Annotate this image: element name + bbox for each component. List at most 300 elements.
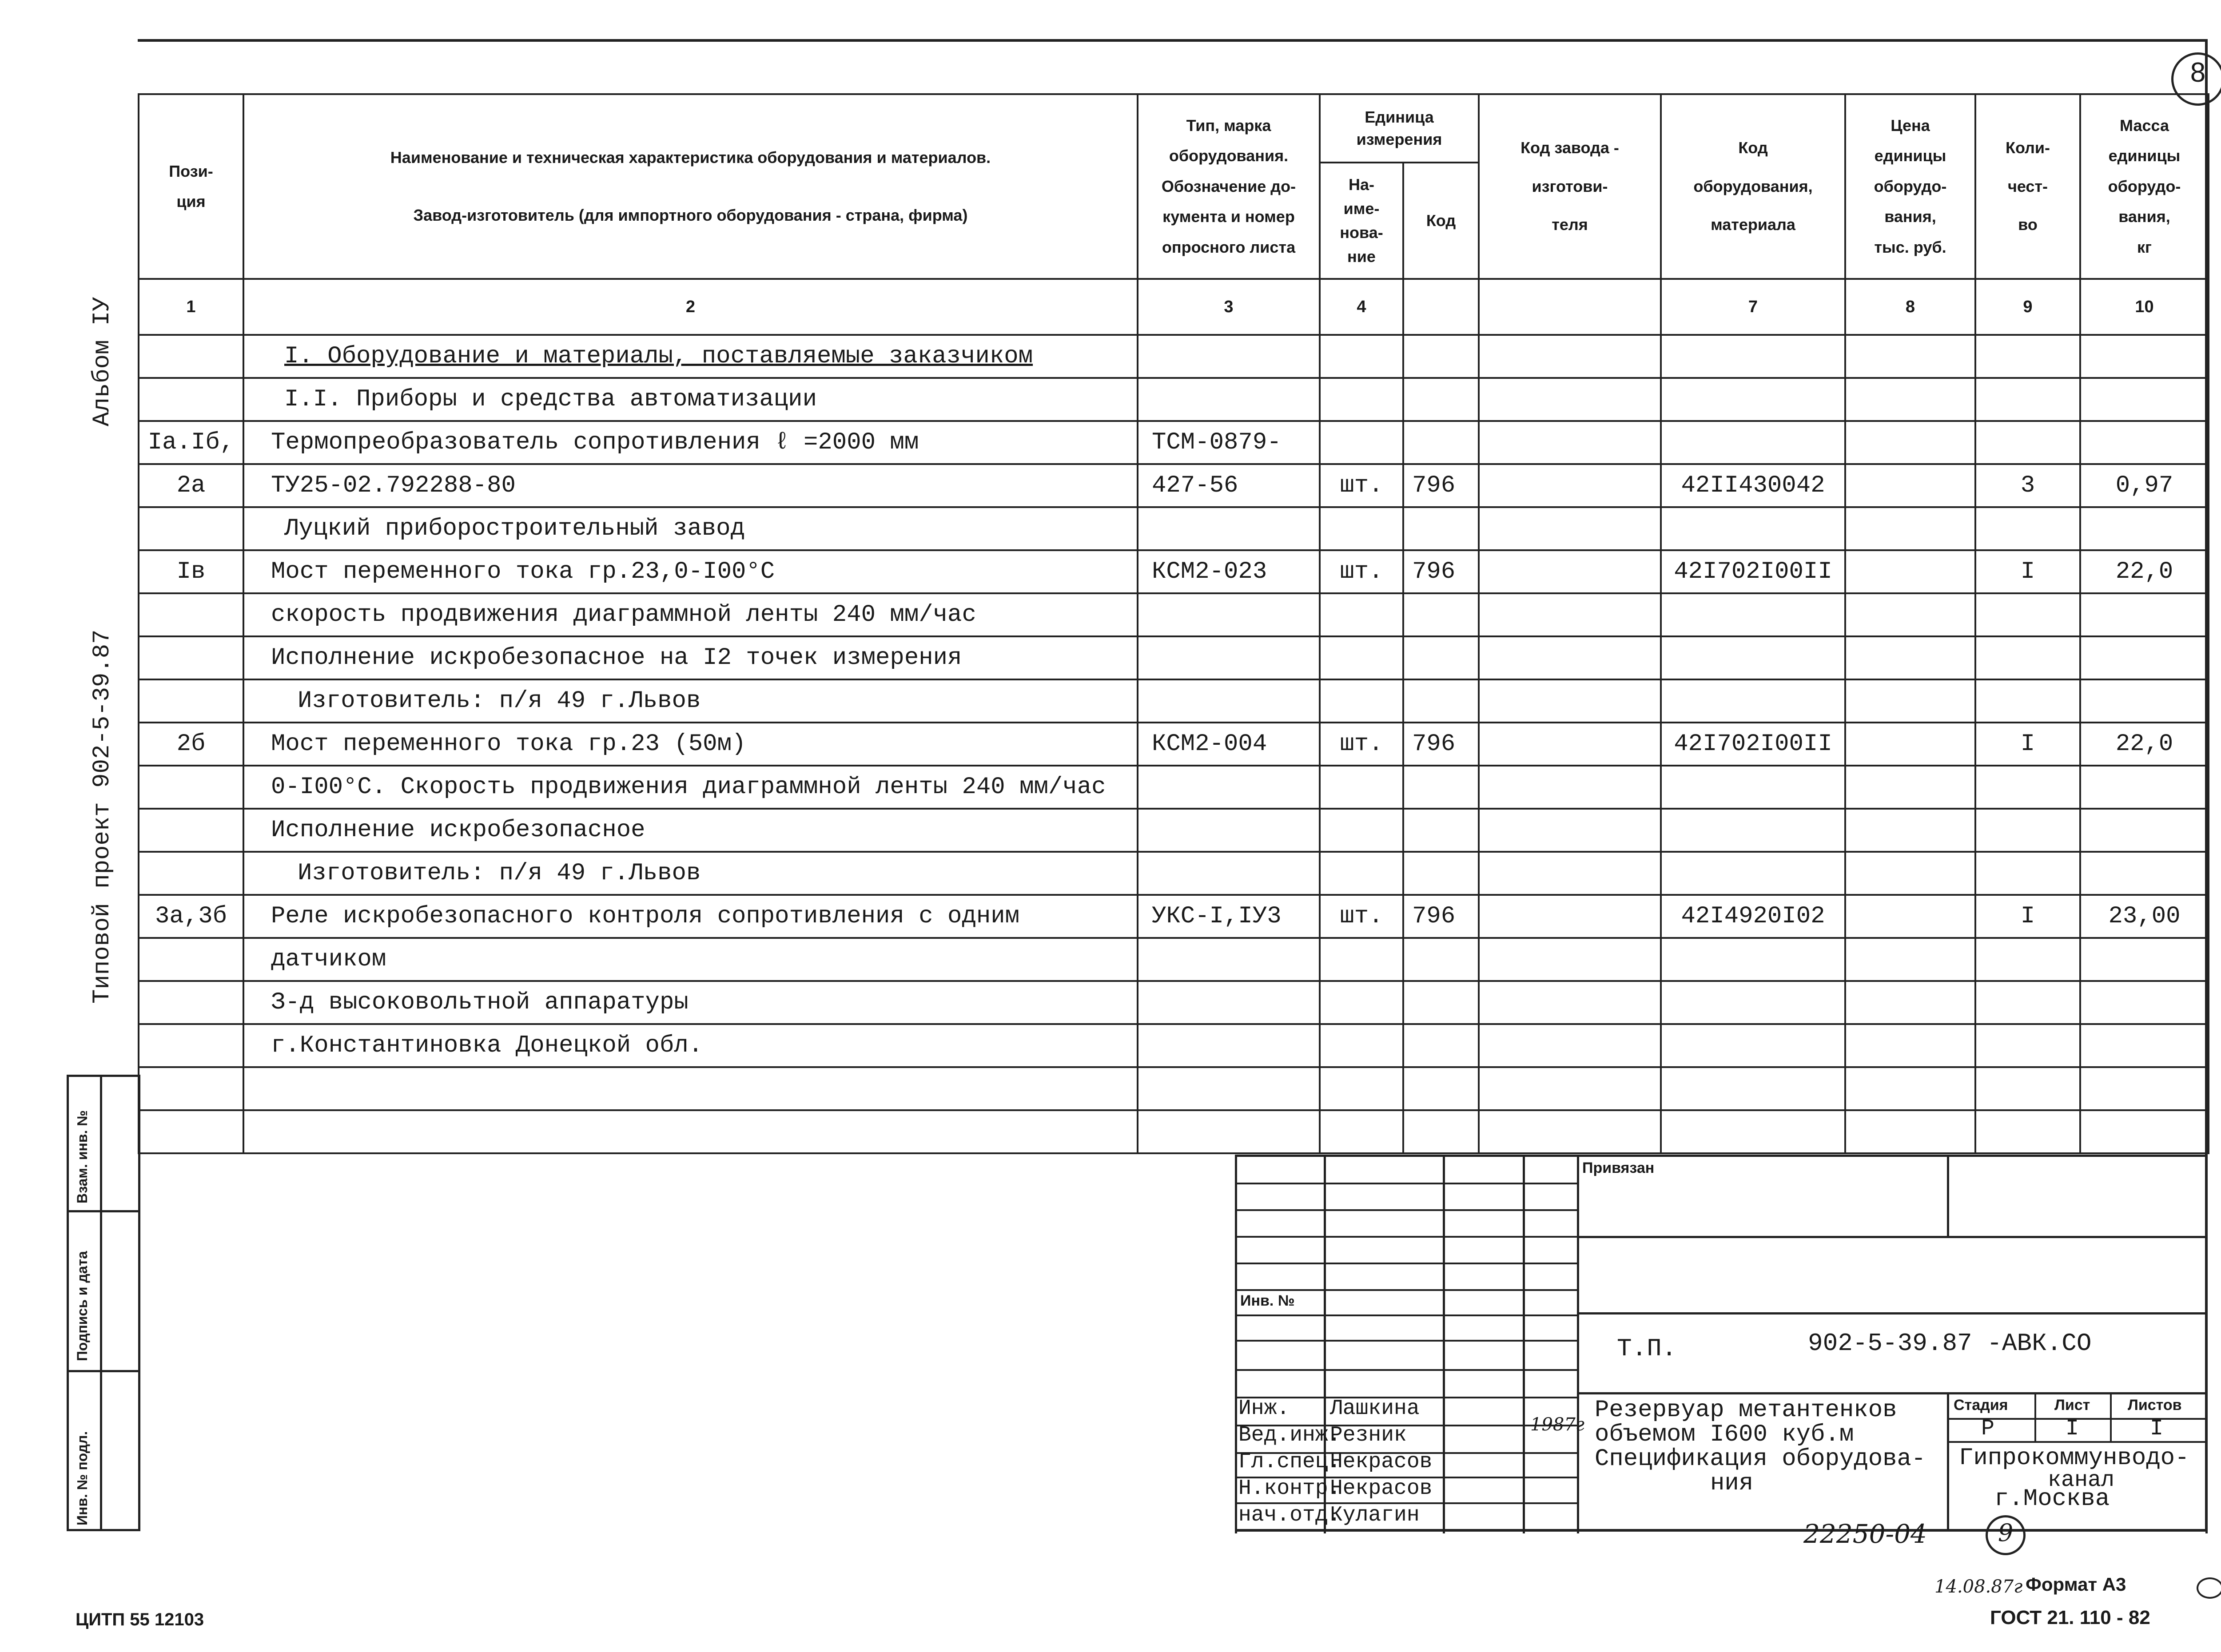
cell-pos	[139, 378, 243, 421]
header-unit-name: На- име- нова- ние	[1320, 163, 1403, 279]
table-row	[139, 378, 2209, 421]
column-number-row	[139, 279, 2209, 335]
table-row	[139, 766, 2209, 809]
cell-type	[1138, 507, 1320, 550]
role-label: Инж.	[1238, 1397, 1290, 1421]
cell-unit	[1320, 1110, 1403, 1153]
cell-unit	[1320, 378, 1403, 421]
cell-text: I	[2020, 731, 2035, 758]
cell-code	[1403, 766, 1479, 809]
cell-code	[1403, 809, 1479, 852]
cell-text: 0,97	[2115, 472, 2173, 499]
cell-code	[1403, 1110, 1479, 1153]
cell-mass	[2080, 895, 2209, 938]
cell-text: Изготовитель: п/я 49 г.Львов	[298, 687, 701, 715]
cell-text: г.Константиновка Донецкой обл.	[271, 1032, 703, 1059]
table-row	[139, 636, 2209, 679]
cell-name	[243, 1024, 1138, 1067]
header-equipment-code: Код оборудования, материала	[1661, 94, 1845, 279]
cell-text: шт.	[1340, 558, 1383, 585]
cell-fac	[1479, 593, 1661, 636]
cell-text: 42I702I00II	[1674, 558, 1832, 585]
cell-qty	[1975, 1110, 2080, 1153]
role-name: Кулагин	[1330, 1503, 1420, 1527]
cell-name	[243, 636, 1138, 679]
colnum-9: 9	[1975, 279, 2080, 335]
cell-unit	[1320, 507, 1403, 550]
cell-qty	[1975, 679, 2080, 723]
cell-name	[243, 723, 1138, 766]
cell-text: ТСМ-0879-	[1152, 429, 1282, 456]
cell-fac	[1479, 335, 1661, 378]
cell-fac	[1479, 1024, 1661, 1067]
colnum-1: 1	[139, 279, 243, 335]
cell-pos	[139, 507, 243, 550]
cell-name	[243, 507, 1138, 550]
cell-type	[1138, 593, 1320, 636]
cell-text: скорость продвижения диаграммной ленты 240 мм/час	[271, 601, 976, 628]
table-row	[139, 723, 2209, 766]
cell-pos	[139, 809, 243, 852]
cell-unit	[1320, 335, 1403, 378]
cell-code	[1403, 981, 1479, 1024]
cell-fac	[1479, 766, 1661, 809]
corner-mark	[2197, 1577, 2221, 1599]
cell-name	[243, 766, 1138, 809]
cell-type	[1138, 636, 1320, 679]
cell-unit	[1320, 464, 1403, 507]
role-label: Вед.инж.	[1238, 1423, 1341, 1447]
cell-type	[1138, 421, 1320, 464]
cell-unit	[1320, 895, 1403, 938]
header-type: Тип, марка оборудования. Обозначение до- кумента и номер опросного листа	[1138, 94, 1320, 279]
cell-text: 427-56	[1152, 472, 1238, 499]
cell-text: КСМ2-004	[1152, 731, 1267, 758]
cell-fac	[1479, 895, 1661, 938]
cell-qty	[1975, 378, 2080, 421]
stage-value: Р	[1981, 1416, 1995, 1442]
cell-text: 0-I00°С. Скорость продвижения диаграммной ленты 240 мм/час	[271, 774, 1106, 801]
cell-text: I. Оборудование и материалы, поставляемые заказчиком	[284, 343, 1033, 370]
cell-type	[1138, 895, 1320, 938]
cell-mass	[2080, 550, 2209, 593]
cell-type	[1138, 1067, 1320, 1110]
cell-eq	[1661, 723, 1845, 766]
cell-qty	[1975, 507, 2080, 550]
colnum-6	[1479, 279, 1661, 335]
cell-text: Мост переменного тока гр.23 (50м)	[271, 731, 746, 758]
cell-qty	[1975, 421, 2080, 464]
table-row	[139, 1024, 2209, 1067]
cell-price	[1845, 809, 1975, 852]
cell-qty	[1975, 766, 2080, 809]
cell-pos	[139, 1110, 243, 1153]
table-row	[139, 809, 2209, 852]
cell-eq	[1661, 593, 1845, 636]
cell-fac	[1479, 636, 1661, 679]
cell-text: датчиком	[271, 946, 386, 973]
cell-mass	[2080, 766, 2209, 809]
header-row	[139, 94, 2209, 163]
cell-mass	[2080, 507, 2209, 550]
sheet-number: 8	[2190, 57, 2206, 88]
cell-mass	[2080, 421, 2209, 464]
cell-qty	[1975, 464, 2080, 507]
cell-fac	[1479, 507, 1661, 550]
stage-label: Стадия	[1954, 1397, 2008, 1414]
cell-price	[1845, 421, 1975, 464]
cell-unit	[1320, 723, 1403, 766]
cell-pos	[139, 421, 243, 464]
cell-unit	[1320, 766, 1403, 809]
cell-type	[1138, 550, 1320, 593]
cell-type	[1138, 723, 1320, 766]
sheets-value: I	[2150, 1416, 2164, 1442]
sign-year: 1987г	[1530, 1414, 1585, 1435]
title-block	[1235, 1155, 2208, 1531]
cell-text: З-д высоковольтной аппаратуры	[271, 989, 689, 1016]
cell-type	[1138, 809, 1320, 852]
table-row	[139, 550, 2209, 593]
cell-price	[1845, 981, 1975, 1024]
cell-code	[1403, 464, 1479, 507]
cell-fac	[1479, 464, 1661, 507]
cell-pos	[139, 636, 243, 679]
cell-pos	[139, 1067, 243, 1110]
cell-mass	[2080, 335, 2209, 378]
cell-price	[1845, 507, 1975, 550]
cell-mass	[2080, 981, 2209, 1024]
cell-unit	[1320, 809, 1403, 852]
cell-qty	[1975, 981, 2080, 1024]
cell-text: 3а,3б	[155, 903, 227, 930]
cell-text: Мост переменного тока гр.23,0-I00°С	[271, 558, 775, 585]
cell-fac	[1479, 679, 1661, 723]
cell-eq	[1661, 938, 1845, 981]
cell-fac	[1479, 1110, 1661, 1153]
cell-text: I.I. Приборы и средства автоматизации	[284, 386, 817, 413]
cell-text: 42II430042	[1681, 472, 1825, 499]
cell-code	[1403, 723, 1479, 766]
cell-text: ТУ25-02.792288-80	[271, 472, 516, 499]
cell-code	[1403, 852, 1479, 895]
specification-table	[138, 93, 2209, 1154]
header-position: Пози- ция	[139, 94, 243, 279]
cell-text: УКС-I,IУ3	[1152, 903, 1282, 930]
cell-eq	[1661, 852, 1845, 895]
table-row	[139, 593, 2209, 636]
title-line-2: объемом I600 куб.м	[1595, 1421, 1854, 1448]
role-label: нач.отд.	[1238, 1503, 1341, 1527]
cell-mass	[2080, 852, 2209, 895]
cell-text: I	[2020, 903, 2035, 930]
replace-inv-label: Взам. инв. №	[74, 1110, 90, 1203]
cell-text: 22,0	[2115, 558, 2173, 585]
cell-type	[1138, 852, 1320, 895]
cell-qty	[1975, 723, 2080, 766]
cell-text: 796	[1412, 558, 1456, 585]
cell-unit	[1320, 981, 1403, 1024]
sheet-label: Лист	[2054, 1397, 2090, 1414]
side-album-label: Альбом IУ	[89, 297, 116, 426]
cell-qty	[1975, 1024, 2080, 1067]
title-line-1: Резервуар метантенков	[1595, 1397, 1897, 1424]
cell-unit	[1320, 679, 1403, 723]
cell-price	[1845, 679, 1975, 723]
cell-pos	[139, 938, 243, 981]
cell-pos	[139, 550, 243, 593]
cell-eq	[1661, 335, 1845, 378]
header-mass: Масса единицы оборудо- вания, кг	[2080, 94, 2209, 279]
cell-name	[243, 679, 1138, 723]
cell-text: 796	[1412, 472, 1456, 499]
cell-unit	[1320, 1024, 1403, 1067]
cell-eq	[1661, 378, 1845, 421]
paper-format: Формат А3	[2026, 1574, 2126, 1595]
cell-eq	[1661, 809, 1845, 852]
cell-pos	[139, 593, 243, 636]
cell-type	[1138, 1110, 1320, 1153]
cell-mass	[2080, 938, 2209, 981]
cell-qty	[1975, 895, 2080, 938]
cell-qty	[1975, 809, 2080, 852]
cell-price	[1845, 335, 1975, 378]
cell-eq	[1661, 464, 1845, 507]
cell-text: 23,00	[2108, 903, 2181, 930]
cell-type	[1138, 938, 1320, 981]
sheets-label: Листов	[2128, 1397, 2182, 1414]
cell-pos	[139, 335, 243, 378]
header-price: Цена единицы оборудо- вания, тыс. руб.	[1845, 94, 1975, 279]
cell-type	[1138, 378, 1320, 421]
cell-qty	[1975, 593, 2080, 636]
cell-unit	[1320, 550, 1403, 593]
table-row	[139, 852, 2209, 895]
cell-unit	[1320, 636, 1403, 679]
cell-price	[1845, 464, 1975, 507]
cell-unit	[1320, 852, 1403, 895]
colnum-10: 10	[2080, 279, 2209, 335]
cell-price	[1845, 938, 1975, 981]
cell-qty	[1975, 550, 2080, 593]
cell-name	[243, 421, 1138, 464]
cell-qty	[1975, 335, 2080, 378]
role-label: Н.контр.	[1238, 1477, 1341, 1501]
title-line-3: Спецификация оборудова-	[1595, 1446, 1926, 1473]
cell-price	[1845, 766, 1975, 809]
cell-type	[1138, 679, 1320, 723]
role-name: Некрасов	[1330, 1477, 1433, 1501]
cell-mass	[2080, 464, 2209, 507]
role-name: Лашкина	[1330, 1397, 1420, 1421]
cell-text: Луцкий приборостроительный завод	[284, 515, 745, 542]
colnum-5	[1403, 279, 1479, 335]
cell-name	[243, 895, 1138, 938]
role-name: Резник	[1330, 1423, 1407, 1447]
signature-date-label: Подпись и дата	[74, 1251, 90, 1361]
cell-name	[243, 1067, 1138, 1110]
cell-name	[243, 809, 1138, 852]
gost-number: ГОСТ 21. 110 - 82	[1990, 1607, 2150, 1628]
cell-text: 796	[1412, 903, 1456, 930]
org-line-3: г.Москва	[1994, 1485, 2110, 1513]
cell-pos	[139, 766, 243, 809]
cell-fac	[1479, 809, 1661, 852]
cell-eq	[1661, 421, 1845, 464]
table-row	[139, 1067, 2209, 1110]
cell-code	[1403, 421, 1479, 464]
role-label: Гл.спец.	[1238, 1450, 1341, 1474]
cell-price	[1845, 852, 1975, 895]
specification-body	[139, 335, 2209, 1153]
cell-text: 2а	[176, 472, 206, 499]
circled-number: 9	[1998, 1519, 2014, 1547]
cell-mass	[2080, 1067, 2209, 1110]
cell-text: 796	[1412, 731, 1456, 758]
cell-mass	[2080, 809, 2209, 852]
cell-type	[1138, 981, 1320, 1024]
cell-name	[243, 593, 1138, 636]
cell-name	[243, 852, 1138, 895]
cell-type	[1138, 1024, 1320, 1067]
cell-price	[1845, 550, 1975, 593]
cell-pos	[139, 981, 243, 1024]
cell-code	[1403, 895, 1479, 938]
cell-pos	[139, 895, 243, 938]
cell-qty	[1975, 852, 2080, 895]
header-quantity: Коли- чест- во	[1975, 94, 2080, 279]
table-row	[139, 421, 2209, 464]
cell-type	[1138, 335, 1320, 378]
cell-fac	[1479, 1067, 1661, 1110]
cell-text: 3	[2020, 472, 2035, 499]
cell-code	[1403, 938, 1479, 981]
doc-prefix: Т.П.	[1617, 1334, 1677, 1363]
cell-price	[1845, 636, 1975, 679]
cell-code	[1403, 507, 1479, 550]
cell-pos	[139, 723, 243, 766]
cell-name	[243, 981, 1138, 1024]
table-row	[139, 895, 2209, 938]
cell-unit	[1320, 421, 1403, 464]
cell-text: Изготовитель: п/я 49 г.Львов	[298, 860, 701, 887]
cell-pos	[139, 464, 243, 507]
cell-eq	[1661, 1110, 1845, 1153]
colnum-2: 2	[243, 279, 1138, 335]
cell-price	[1845, 723, 1975, 766]
cell-eq	[1661, 1067, 1845, 1110]
table-row	[139, 981, 2209, 1024]
cell-mass	[2080, 593, 2209, 636]
doc-code: 902-5-39.87 -АВК.СО	[1808, 1329, 2092, 1358]
colnum-4: 4	[1320, 279, 1403, 335]
cell-text: Исполнение искробезопасное	[271, 817, 645, 844]
cell-eq	[1661, 766, 1845, 809]
cell-mass	[2080, 723, 2209, 766]
cell-name	[243, 550, 1138, 593]
cell-price	[1845, 1067, 1975, 1110]
cell-price	[1845, 378, 1975, 421]
cell-text: 2б	[176, 731, 206, 758]
org-line-2: канал	[2048, 1468, 2115, 1493]
cell-text: Термопреобразователь сопротивления ℓ =2000 мм	[271, 429, 919, 456]
table-row	[139, 938, 2209, 981]
title-line-4: ния	[1710, 1470, 1754, 1497]
cell-fac	[1479, 981, 1661, 1024]
side-project-label: Типовой проект 902-5-39.87	[89, 629, 116, 1004]
cell-mass	[2080, 1110, 2209, 1153]
cell-text: Реле искробезопасного контроля сопротивления с одним	[271, 903, 1020, 930]
org-line-1: Гипрокоммунводо-	[1959, 1445, 2189, 1472]
bound-label: Привязан	[1582, 1160, 1655, 1176]
cell-fac	[1479, 852, 1661, 895]
cell-eq	[1661, 636, 1845, 679]
table-row	[139, 335, 2209, 378]
cell-qty	[1975, 1067, 2080, 1110]
cell-text: 22,0	[2115, 731, 2173, 758]
cell-code	[1403, 679, 1479, 723]
cell-eq	[1661, 550, 1845, 593]
cell-code	[1403, 1024, 1479, 1067]
header-name: Наименование и техническая характеристика оборудования и материалов. Завод-изготовитель (для импортного оборудования - страна, фирма)	[243, 94, 1138, 279]
cell-eq	[1661, 981, 1845, 1024]
cell-fac	[1479, 723, 1661, 766]
cell-name	[243, 335, 1138, 378]
cell-code	[1403, 335, 1479, 378]
cell-price	[1845, 1024, 1975, 1067]
cell-mass	[2080, 1024, 2209, 1067]
cell-code	[1403, 593, 1479, 636]
table-row	[139, 1110, 2209, 1153]
cell-text: шт.	[1340, 731, 1383, 758]
checked-note: 14.08.87г	[1934, 1577, 2023, 1597]
cell-price	[1845, 593, 1975, 636]
cell-name	[243, 938, 1138, 981]
cell-mass	[2080, 636, 2209, 679]
cell-unit	[1320, 593, 1403, 636]
cell-mass	[2080, 679, 2209, 723]
table-row	[139, 464, 2209, 507]
cell-fac	[1479, 421, 1661, 464]
cell-name	[243, 378, 1138, 421]
cell-text: шт.	[1340, 472, 1383, 499]
cell-code	[1403, 550, 1479, 593]
cell-name	[243, 464, 1138, 507]
cell-fac	[1479, 550, 1661, 593]
colnum-3: 3	[1138, 279, 1320, 335]
table-row	[139, 507, 2209, 550]
header-unit-code: Код	[1403, 163, 1479, 279]
cell-mass	[2080, 378, 2209, 421]
cell-type	[1138, 464, 1320, 507]
sheet-value: I	[2066, 1416, 2079, 1442]
header-unit-group: Единица измерения	[1320, 94, 1479, 163]
cell-price	[1845, 895, 1975, 938]
cell-text: Iа.Iб,	[147, 429, 235, 456]
cell-name	[243, 1110, 1138, 1153]
cell-type	[1138, 766, 1320, 809]
side-stamp-boxes	[67, 1075, 140, 1531]
cell-pos	[139, 852, 243, 895]
cell-unit	[1320, 938, 1403, 981]
role-name: Некрасов	[1330, 1450, 1433, 1474]
colnum-8: 8	[1845, 279, 1975, 335]
cell-text: Iв	[176, 558, 206, 585]
original-inv-label: Инв. № подл.	[74, 1431, 90, 1525]
cell-unit	[1320, 1067, 1403, 1110]
cell-code	[1403, 378, 1479, 421]
cell-fac	[1479, 938, 1661, 981]
